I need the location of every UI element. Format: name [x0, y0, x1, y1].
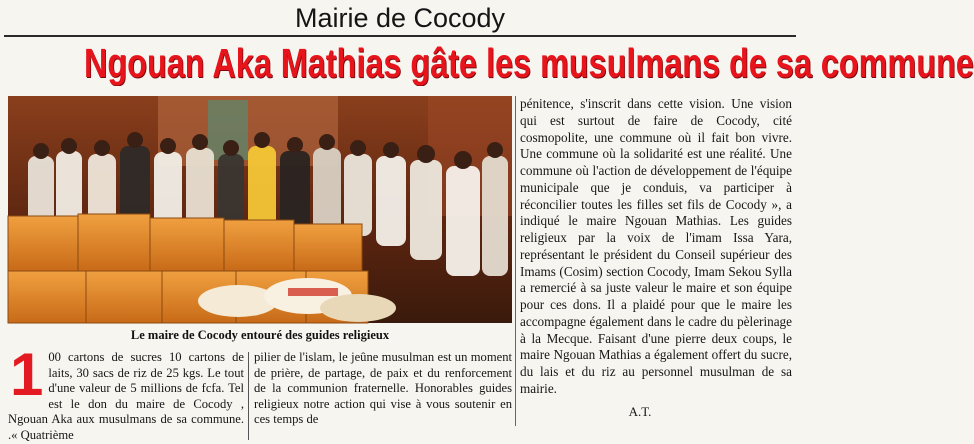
column-divider: [248, 352, 249, 440]
right-column-divider: [515, 96, 516, 426]
drop-cap: 1: [10, 341, 44, 408]
photo-illustration: [8, 96, 512, 323]
author-signature: A.T.: [628, 404, 652, 419]
rubric-divider: [4, 35, 796, 37]
section-rubric: Mairie de Cocody: [294, 3, 506, 33]
article-column-1: [8, 341, 244, 442]
column-1-text: 00 cartons de sucres 10 cartons de laits, 30 sacs de riz de 25 kgs. Le tout d'une valeur de 5 millions de fcfa. Tel est le don du maire de Cocody , Ngouan Aka aux musulmans de sa commune. .« Quatrième: [8, 350, 244, 442]
article-photo: [8, 96, 512, 323]
photo-caption: Le maire de Cocody entouré des guides religieux: [130, 328, 390, 342]
article-column-2: pilier de l'islam, le jeûne musulman est un moment de prière, de partage, de paix et du renforcement de la communion fraternelle. Honorables guides religieux notre action qui vise à vous soutenir en ces temps de: [254, 350, 512, 427]
article-column-3: pénitence, s'inscrit dans cette vision. Une vision qui est surtout de faire de Cocody, cité cosmopolite, une commune où il fait bon vivre. Une commune où la solidarité est une réalité. Une commune où l'action de développement de l'équipe municipale que je conduis, va participer à réconcilier toutes les filles set fils de Cocody », a indiqué le maire Ngouan Mathias. Les guides religieux par la voix de l'imam Issa Yara, représentant le président du Conseil supérieur des Imams (Cosim) section Cocody, Imam Sekou Sylla a remercié à sa juste valeur le maire et son équipe pour ces dons. Il a plaidé pour que le maire les accompagne également dans le cadre du pèlerinage à la Mecque. Faisant d'une pierre deux coups, le maire Ngouan Mathias a également offert du sucre, du lais et du riz au personnel musulman de sa mairie.: [520, 96, 792, 396]
article-headline: Ngouan Aka Mathias gâte les musulmans de sa commune: [84, 40, 974, 86]
